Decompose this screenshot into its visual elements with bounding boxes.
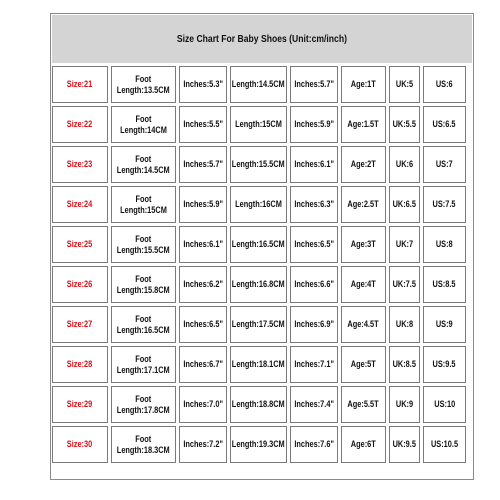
foot-length-cell-text: Foot Length:16.5CM bbox=[117, 313, 170, 335]
us-size-cell bbox=[423, 66, 466, 103]
foot-inches-cell-text: Inches:7.0" bbox=[183, 399, 223, 409]
foot-inches-cell-text: Inches:5.7" bbox=[183, 159, 223, 169]
insole-length-cell-text: Length:19.3CM bbox=[232, 439, 285, 449]
foot-inches-cell-text: Inches:6.7" bbox=[183, 359, 223, 369]
us-size-cell-text: US:9 bbox=[436, 319, 453, 329]
table-row bbox=[52, 66, 472, 103]
size-chart-header bbox=[52, 15, 472, 63]
age-cell-text: Age:1T bbox=[350, 79, 377, 89]
table-row bbox=[52, 346, 472, 383]
us-size-cell bbox=[423, 426, 466, 463]
us-size-cell bbox=[423, 346, 466, 383]
foot-inches-cell bbox=[179, 386, 227, 423]
insole-length-cell-text: Length:18.8CM bbox=[232, 399, 285, 409]
foot-inches-cell bbox=[179, 226, 227, 263]
insole-inches-cell bbox=[290, 426, 338, 463]
insole-length-cell bbox=[230, 266, 287, 303]
table-row bbox=[52, 386, 472, 423]
uk-size-cell-text: UK:7.5 bbox=[392, 279, 417, 289]
insole-inches-cell bbox=[290, 186, 338, 223]
foot-length-cell bbox=[111, 306, 176, 343]
insole-inches-cell-text: Inches:5.9" bbox=[294, 119, 334, 129]
age-cell bbox=[341, 346, 386, 383]
age-cell bbox=[341, 266, 386, 303]
foot-length-cell bbox=[111, 386, 176, 423]
uk-size-cell bbox=[389, 106, 420, 143]
size-cell bbox=[52, 186, 108, 223]
insole-length-cell bbox=[230, 226, 287, 263]
uk-size-cell bbox=[389, 226, 420, 263]
foot-length-cell bbox=[111, 226, 176, 263]
insole-inches-cell-text: Inches:6.3" bbox=[294, 199, 334, 209]
size-cell-text: Size:25 bbox=[67, 239, 93, 249]
size-cell-text: Size:29 bbox=[67, 399, 93, 409]
uk-size-cell bbox=[389, 146, 420, 183]
size-cell bbox=[52, 306, 108, 343]
uk-size-cell-text: UK:7 bbox=[395, 239, 414, 249]
insole-inches-cell-text: Inches:6.6" bbox=[294, 279, 334, 289]
table-row bbox=[52, 306, 472, 343]
uk-size-cell bbox=[389, 306, 420, 343]
foot-length-cell-text: Foot Length:17.1CM bbox=[117, 353, 170, 375]
foot-length-cell-text: Foot Length:14.5CM bbox=[117, 153, 170, 175]
foot-inches-cell bbox=[179, 266, 227, 303]
insole-length-cell-text: Length:17.5CM bbox=[232, 319, 285, 329]
table-row bbox=[52, 106, 472, 143]
insole-inches-cell-text: Inches:7.6" bbox=[294, 439, 334, 449]
us-size-cell-text: US:6 bbox=[436, 79, 453, 89]
size-cell bbox=[52, 226, 108, 263]
age-cell bbox=[341, 386, 386, 423]
uk-size-cell-text: UK:9 bbox=[395, 399, 414, 409]
age-cell-text: Age:3T bbox=[350, 239, 377, 249]
size-chart-table bbox=[52, 66, 472, 463]
insole-inches-cell bbox=[290, 226, 338, 263]
size-cell-text: Size:27 bbox=[67, 319, 93, 329]
us-size-cell-text: US:7 bbox=[436, 159, 453, 169]
insole-inches-cell bbox=[290, 346, 338, 383]
size-cell-text: Size:28 bbox=[67, 359, 93, 369]
uk-size-cell-text: UK:8 bbox=[395, 319, 414, 329]
uk-size-cell-text: UK:6.5 bbox=[392, 199, 417, 209]
insole-length-cell bbox=[230, 346, 287, 383]
foot-length-cell-text: Foot Length:14CM bbox=[120, 113, 167, 135]
age-cell bbox=[341, 226, 386, 263]
foot-inches-cell bbox=[179, 306, 227, 343]
insole-length-cell bbox=[230, 146, 287, 183]
uk-size-cell bbox=[389, 266, 420, 303]
foot-length-cell bbox=[111, 346, 176, 383]
us-size-cell-text: US:10.5 bbox=[430, 439, 459, 449]
uk-size-cell bbox=[389, 426, 420, 463]
age-cell-text: Age:6T bbox=[350, 439, 377, 449]
insole-length-cell bbox=[230, 426, 287, 463]
us-size-cell-text: US:8 bbox=[436, 239, 453, 249]
foot-inches-cell-text: Inches:5.9" bbox=[183, 199, 223, 209]
foot-inches-cell-text: Inches:5.5" bbox=[183, 119, 223, 129]
insole-inches-cell bbox=[290, 146, 338, 183]
us-size-cell bbox=[423, 186, 466, 223]
insole-length-cell-text: Length:16CM bbox=[235, 199, 282, 209]
age-cell bbox=[341, 426, 386, 463]
us-size-cell-text: US:7.5 bbox=[433, 199, 456, 209]
size-cell-text: Size:21 bbox=[67, 79, 93, 89]
foot-inches-cell bbox=[179, 106, 227, 143]
size-cell bbox=[52, 426, 108, 463]
foot-length-cell-text: Foot Length:17.8CM bbox=[117, 393, 170, 415]
table-row bbox=[52, 226, 472, 263]
foot-length-cell bbox=[111, 426, 176, 463]
table-row bbox=[52, 266, 472, 303]
insole-inches-cell bbox=[290, 306, 338, 343]
age-cell-text: Age:5T bbox=[350, 359, 377, 369]
insole-length-cell-text: Length:18.1CM bbox=[232, 359, 285, 369]
insole-inches-cell bbox=[290, 106, 338, 143]
insole-inches-cell-text: Inches:6.9" bbox=[294, 319, 334, 329]
uk-size-cell-text: UK:8.5 bbox=[392, 359, 417, 369]
insole-length-cell bbox=[230, 66, 287, 103]
insole-length-cell bbox=[230, 386, 287, 423]
size-cell-text: Size:23 bbox=[67, 159, 93, 169]
table-row bbox=[52, 186, 472, 223]
foot-inches-cell-text: Inches:6.1" bbox=[183, 239, 223, 249]
insole-length-cell bbox=[230, 106, 287, 143]
insole-length-cell bbox=[230, 306, 287, 343]
foot-length-cell-text: Foot Length:18.3CM bbox=[117, 433, 170, 455]
insole-inches-cell-text: Inches:6.5" bbox=[294, 239, 334, 249]
age-cell bbox=[341, 106, 386, 143]
uk-size-cell-text: UK:6 bbox=[395, 159, 414, 169]
uk-size-cell-text: UK:9.5 bbox=[392, 439, 417, 449]
insole-inches-cell-text: Inches:7.1" bbox=[294, 359, 334, 369]
foot-length-cell bbox=[111, 146, 176, 183]
size-cell bbox=[52, 386, 108, 423]
uk-size-cell bbox=[389, 346, 420, 383]
insole-inches-cell bbox=[290, 266, 338, 303]
age-cell bbox=[341, 146, 386, 183]
foot-length-cell bbox=[111, 266, 176, 303]
uk-size-cell-text: UK:5.5 bbox=[392, 119, 417, 129]
foot-length-cell bbox=[111, 186, 176, 223]
insole-inches-cell bbox=[290, 66, 338, 103]
foot-inches-cell-text: Inches:7.2" bbox=[183, 439, 223, 449]
foot-inches-cell bbox=[179, 186, 227, 223]
size-cell-text: Size:22 bbox=[67, 119, 93, 129]
age-cell bbox=[341, 66, 386, 103]
foot-length-cell bbox=[111, 66, 176, 103]
age-cell-text: Age:2.5T bbox=[347, 199, 380, 209]
size-cell bbox=[52, 266, 108, 303]
uk-size-cell bbox=[389, 66, 420, 103]
age-cell-text: Age:4T bbox=[350, 279, 377, 289]
foot-inches-cell bbox=[179, 426, 227, 463]
uk-size-cell bbox=[389, 186, 420, 223]
insole-length-cell-text: Length:15CM bbox=[235, 119, 282, 129]
age-cell-text: Age:5.5T bbox=[347, 399, 380, 409]
foot-inches-cell bbox=[179, 66, 227, 103]
foot-inches-cell-text: Inches:6.5" bbox=[183, 319, 223, 329]
table-row bbox=[52, 426, 472, 463]
foot-length-cell-text: Foot Length:15CM bbox=[120, 193, 167, 215]
size-cell bbox=[52, 346, 108, 383]
age-cell bbox=[341, 186, 386, 223]
uk-size-cell-text: UK:5 bbox=[395, 79, 414, 89]
insole-inches-cell bbox=[290, 386, 338, 423]
us-size-cell-text: US:10 bbox=[434, 399, 455, 409]
age-cell-text: Age:1.5T bbox=[347, 119, 380, 129]
size-cell bbox=[52, 106, 108, 143]
age-cell-text: Age:2T bbox=[350, 159, 377, 169]
foot-length-cell-text: Foot Length:15.5CM bbox=[117, 233, 170, 255]
insole-inches-cell-text: Inches:6.1" bbox=[294, 159, 334, 169]
insole-length-cell-text: Length:15.5CM bbox=[232, 159, 285, 169]
size-cell-text: Size:24 bbox=[67, 199, 93, 209]
uk-size-cell bbox=[389, 386, 420, 423]
insole-length-cell-text: Length:16.5CM bbox=[232, 239, 285, 249]
foot-inches-cell-text: Inches:5.3" bbox=[183, 79, 223, 89]
us-size-cell bbox=[423, 146, 466, 183]
foot-length-cell-text: Foot Length:15.8CM bbox=[117, 273, 170, 295]
insole-length-cell-text: Length:14.5CM bbox=[232, 79, 285, 89]
foot-length-cell bbox=[111, 106, 176, 143]
size-chart-title: Size Chart For Baby Shoes (Unit:cm/inch) bbox=[176, 33, 348, 45]
foot-inches-cell-text: Inches:6.2" bbox=[183, 279, 223, 289]
foot-inches-cell bbox=[179, 146, 227, 183]
us-size-cell bbox=[423, 226, 466, 263]
us-size-cell-text: US:8.5 bbox=[433, 279, 456, 289]
us-size-cell bbox=[423, 386, 466, 423]
age-cell bbox=[341, 306, 386, 343]
size-cell bbox=[52, 66, 108, 103]
age-cell-text: Age:4.5T bbox=[347, 319, 380, 329]
insole-inches-cell-text: Inches:5.7" bbox=[294, 79, 334, 89]
insole-inches-cell-text: Inches:7.4" bbox=[294, 399, 334, 409]
us-size-cell-text: US:9.5 bbox=[433, 359, 456, 369]
size-cell-text: Size:26 bbox=[67, 279, 93, 289]
us-size-cell bbox=[423, 306, 466, 343]
foot-inches-cell bbox=[179, 346, 227, 383]
us-size-cell bbox=[423, 266, 466, 303]
size-cell bbox=[52, 146, 108, 183]
insole-length-cell bbox=[230, 186, 287, 223]
us-size-cell bbox=[423, 106, 466, 143]
size-cell-text: Size:30 bbox=[67, 439, 93, 449]
us-size-cell-text: US:6.5 bbox=[433, 119, 456, 129]
table-row bbox=[52, 146, 472, 183]
insole-length-cell-text: Length:16.8CM bbox=[232, 279, 285, 289]
foot-length-cell-text: Foot Length:13.5CM bbox=[117, 73, 170, 95]
